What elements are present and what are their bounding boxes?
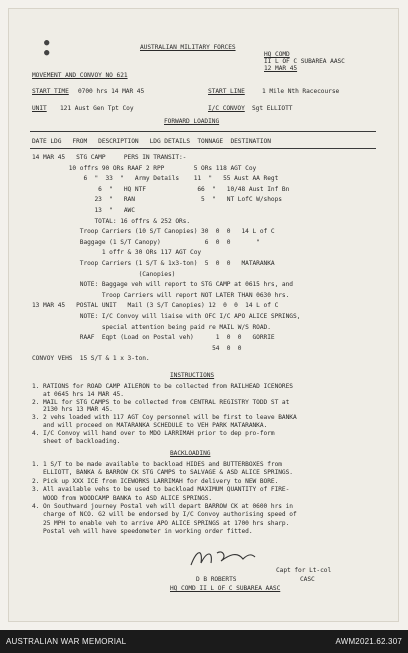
unit-label: UNIT [32, 105, 47, 112]
table-line: Troop Carriers (1 S/T & 1x3-ton) 5 0 0 MATARANKA [32, 260, 275, 267]
unit-value: 121 Aust Gen Tpt Coy [60, 105, 134, 112]
table-line: TOTAL: 16 offrs & 252 ORs. [32, 217, 191, 225]
footer-source: AUSTRALIAN WAR MEMORIAL [6, 637, 127, 646]
table-line: 1 offr & 30 ORs 117 AGT Coy [32, 249, 202, 257]
column-headers: DATE LDG FROM DESCRIPTION LDG DETAILS TONNAGE DESTINATION [32, 138, 271, 145]
instruction-line: 4. I/C Convoy will hand over to MDO LARRIMAH prior to dep pro-form [32, 429, 275, 437]
table-line: Troop Carriers will report NOT LATER THAN 0630 hrs. [32, 291, 290, 299]
instruction-line: sheet of backloading. [32, 437, 121, 445]
ic-convoy-value: Sgt ELLIOTT [252, 105, 293, 112]
instruction-line: 3. 2 vehs loaded with 117 AGT Coy personnel will be first to leave BANKA [32, 414, 297, 422]
instruction-line: 2. MAIL for STG CAMPS to be collected from CENTRAL REGISTRY TODD ST at [32, 398, 290, 406]
instructions-heading: INSTRUCTIONS [170, 372, 215, 379]
instruction-line: at 0645 hrs 14 MAR 45. [32, 390, 124, 398]
divider [30, 148, 376, 149]
instruction-line: 1. RATIONS for ROAD CAMP AILERON to be collected from RAILHEAD ICENORES [32, 383, 293, 390]
backloading-line: ELLIOTT, BANKA & BARROW CK STG CAMPS to SALVAGE & ASD ALICE SPRINGS. [32, 469, 293, 477]
instruction-line: and will proceed on MATARANKA SCHEDULE to VEH PARK MATARANKA. [32, 422, 268, 429]
signature-scribble [187, 545, 257, 571]
signature-rank: Capt for Lt-col [276, 567, 332, 574]
table-line: (Canopies) [32, 270, 176, 278]
table-line: 14 MAR 45 STG CAMP PERS IN TRANSIT:- [32, 154, 187, 161]
backloading-line: Postal veh will have speedometer in working order fitted. [32, 528, 253, 536]
table-line: 54 0 0 [32, 344, 242, 352]
table-line: NOTE: Baggage veh will report to STG CAMP at 0615 hrs, and [32, 281, 293, 289]
backloading-line: charge of NCO. G2 will be endorsed by I/C Convoy authorising speed of [32, 511, 297, 519]
ic-convoy-label: I/C CONVOY [208, 105, 245, 112]
footer-accession: AWM2021.62.307 [335, 637, 402, 646]
forward-loading-heading: FORWARD LOADING [164, 118, 220, 125]
table-line: Troop Carriers (10 S/T Canopies) 30 0 0 14 L of C [32, 228, 275, 236]
divider [30, 131, 376, 132]
table-line: NOTE: I/C Convoy will liaise with OFC I/C APO ALICE SPRINGS, [32, 313, 301, 320]
punch-hole-icon: ● [44, 48, 50, 58]
hq-line1: HQ COMD [264, 51, 290, 58]
backloading-line: 2. Pick up XXX ICE from ICEWORKS LARRIMAH for delivery to NEW BORE. [32, 477, 279, 485]
start-line-label: START LINE [208, 88, 245, 95]
backloading-line: WOOD from WOODCAMP BANKA to ASD ALICE SPRINGS. [32, 494, 213, 502]
backloading-heading: BACKLOADING [170, 450, 211, 457]
start-time-label: START TIME [32, 88, 69, 95]
movement-title: MOVEMENT AND CONVOY NO 621 [32, 72, 128, 79]
start-time-value: 0700 hrs 14 MAR 45 [78, 88, 145, 95]
backloading-line: 4. On Southward journey Postal veh will depart BARROW CK at 0600 hrs in [32, 503, 293, 510]
signature-corps: CASC [300, 576, 315, 583]
table-line: 13 " AWC [32, 207, 135, 214]
hq-line2: II L OF C SUBAREA AASC [264, 58, 345, 65]
table-line: special attention being paid re MAIL W/S ROAD. [32, 323, 271, 331]
start-line-value: 1 Mile Nth Racecourse [262, 88, 340, 95]
backloading-line: 1. 1 S/T to be made available to backload HIDES and BUTTERBOXES from [32, 461, 282, 468]
signature-hq: HQ COMD II L OF C SUBAREA AASC [170, 585, 281, 592]
table-line: 23 " RAN 5 " NT LofC W/shops [32, 196, 282, 204]
backloading-line: 3. All available vehs to be used to backload MAXIMUM QUANTITY of FIRE- [32, 486, 290, 494]
table-line: RAAF Eqpt (Load on Postal veh) 1 0 0 GORRIE [32, 334, 275, 342]
footer-bar [0, 630, 408, 653]
document-date: 12 MAR 45 [264, 65, 298, 72]
signature-name: D B ROBERTS [196, 576, 237, 583]
backloading-line: 25 MPH to enable veh to arrive APO ALICE SPRINGS at 1700 hrs sharp. [32, 519, 290, 527]
table-line: 10 offrs 90 ORs RAAF 2 RPP 5 ORs 118 AGT Coy [32, 164, 257, 172]
instruction-line: 2130 hrs 13 MAR 45. [32, 406, 113, 414]
org-title: AUSTRALIAN MILITARY FORCES [140, 44, 236, 51]
table-line: 6 " HQ NTF 66 " 10/48 Aust Inf Bn [32, 185, 290, 193]
punch-hole-icon: ● [44, 38, 50, 48]
table-line: CONVOY VEHS 15 S/T & 1 x 3-ton. [32, 355, 150, 363]
table-line: 13 MAR 45 POSTAL UNIT Mail (3 S/T Canopies) 12 0 0 14 L of C [32, 302, 279, 310]
table-line: 6 " 33 " Army Details 11 " 55 Aust AA Regt [32, 175, 279, 183]
table-line: Baggage (1 S/T Canopy) 6 0 0 " [32, 238, 260, 246]
